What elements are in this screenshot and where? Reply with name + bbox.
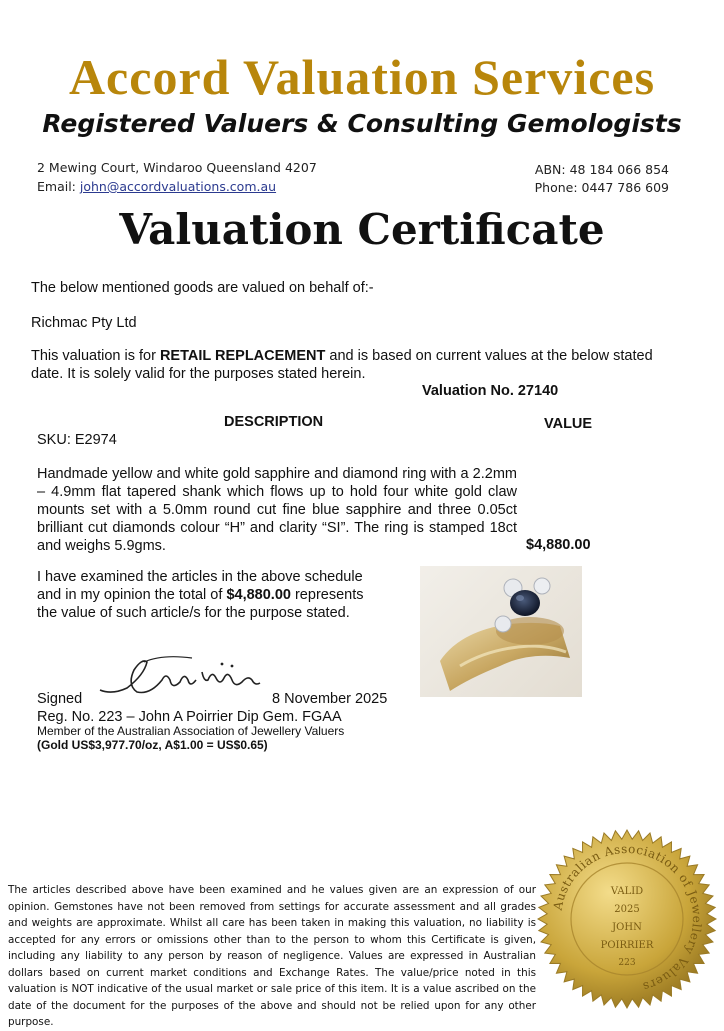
- company-phone: Phone: 0447 786 609: [534, 180, 669, 195]
- email-link[interactable]: john@accordvaluations.com.au: [79, 179, 277, 194]
- opinion-prefix: I have examined the articles in the above schedule and in my opinion the total of: [37, 569, 363, 603]
- company-name: Accord Valuation Services: [68, 49, 656, 105]
- seal-ring-text: Australian Association of Jewellery Valuers: [550, 841, 705, 995]
- purpose-type: RETAIL REPLACEMENT: [159, 348, 326, 364]
- item-description: Handmade yellow and white gold sapphire and diamond ring with a 2.2mm – 4.9mm flat tapered shank which flows up to hold four white gold claw mounts set with a 5.0mm round cut fine blue sapphire and three 0.05ct brilliant cut diamonds colour “H” and clarity “SI”. The ring is stamped 18ct and weighs 5.9gms.: [37, 466, 517, 554]
- company-email-line: [37, 179, 276, 194]
- company-abn: ABN: 48 184 066 854: [534, 162, 669, 177]
- email-label: Email:: [37, 179, 76, 194]
- description-header: DESCRIPTION: [224, 414, 324, 430]
- purpose-prefix: This valuation is for: [31, 348, 160, 364]
- purpose-suffix: and is based on current values at the below stated date. It is solely valid for the purposes stated herein.: [31, 348, 653, 382]
- certificate-title: Valuation Certificate: [119, 205, 605, 254]
- valuation-number: Valuation No. 27140: [422, 383, 559, 399]
- item-value: $4,880.00: [526, 537, 591, 553]
- valuation-purpose: [31, 347, 681, 383]
- client-name: Richmac Pty Ltd: [31, 315, 137, 331]
- seal-line-1: VALID: [610, 886, 644, 897]
- ring-photo: [420, 566, 582, 697]
- value-header: VALUE: [544, 416, 593, 432]
- sku: SKU: E2974: [37, 432, 117, 448]
- seal-line-2: 2025: [614, 904, 640, 915]
- signed-label: Signed: [37, 691, 83, 707]
- signature-image: [92, 650, 267, 710]
- opinion-suffix: represents the value of such article/s for the purpose stated.: [37, 587, 364, 621]
- company-tagline: Registered Valuers & Consulting Gemologists: [42, 109, 682, 138]
- gold-exchange-rates: (Gold US$3,977.70/oz, A$1.00 = US$0.65): [37, 738, 268, 752]
- disclaimer: The articles described above have been examined and he values given are an expression of our opinion. Gemstones have not been removed from settings for accurate assessment and all grades and weights are approximate. Whilst all care has been taken in making this valuation, no liability is accepted for any errors or omissions other than to the person to whom this Certificate is given, including any liability to any person by reason of negligence. Values are expressed in Australian dollars based on current market conditions and Exchange Rates. The value/price noted in this valuation is NOT indicative of the usual market or sale price of this item. It is a value ascribed on the date of the document for the purposes of the above and should not be relied upon for any other purpose.: [8, 884, 536, 1028]
- association-seal: [536, 828, 718, 1015]
- valuer-opinion: [37, 568, 387, 622]
- valuer-membership: Member of the Australian Association of Jewellery Valuers: [37, 724, 345, 738]
- seal-line-5: 223: [618, 958, 636, 968]
- opinion-amount: $4,880.00: [226, 587, 291, 603]
- signed-date: 8 November 2025: [272, 691, 388, 707]
- seal-line-4: POIRRIER: [600, 940, 654, 951]
- company-address: 2 Mewing Court, Windaroo Queensland 4207: [37, 160, 317, 175]
- intro-text: The below mentioned goods are valued on behalf of:-: [31, 280, 374, 296]
- valuer-registration: Reg. No. 223 – John A Poirrier Dip Gem. FGAA: [37, 709, 342, 725]
- seal-line-3: JOHN: [612, 922, 642, 933]
